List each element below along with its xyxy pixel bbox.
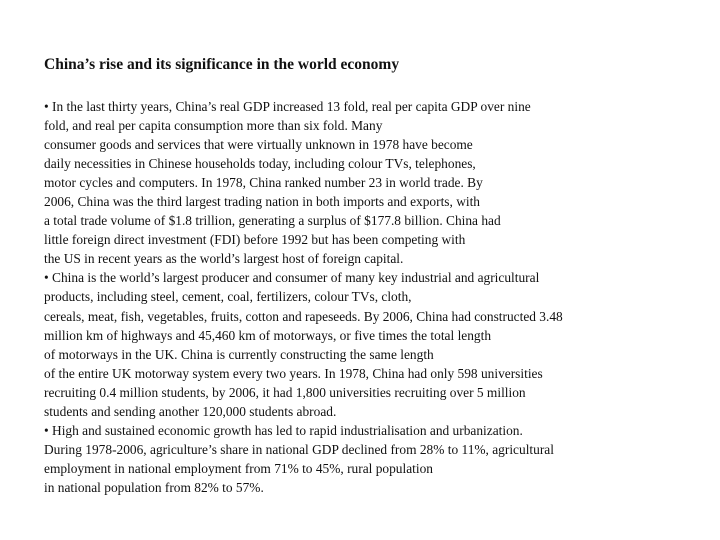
body-line: daily necessities in Chinese households today, including colour TVs, telephones, bbox=[44, 156, 476, 172]
body-line: million km of highways and 45,460 km of motorways, or five times the total length bbox=[44, 327, 492, 343]
body-line: motor cycles and computers. In 1978, China ranked number 23 in world trade. By bbox=[44, 175, 483, 191]
body-line: consumer goods and services that were virtually unknown in 1978 have become bbox=[44, 137, 473, 153]
body-line: • In the last thirty years, China’s real GDP increased 13 fold, real per capita GDP over nine bbox=[44, 99, 531, 114]
slide-title: China’s rise and its significance in the world economy bbox=[44, 56, 400, 73]
body-line: of motorways in the UK. China is currently constructing the same length bbox=[44, 346, 434, 362]
body-line: • High and sustained economic growth has led to rapid industrialisation and urbanization. bbox=[44, 422, 523, 438]
body-line: of the entire UK motorway system every two years. In 1978, China had only 598 universities bbox=[44, 365, 543, 381]
body-line: little foreign direct investment (FDI) before 1992 but has been competing with bbox=[44, 232, 466, 248]
body-line: a total trade volume of $1.8 trillion, generating a surplus of $177.8 billion. China had bbox=[44, 213, 501, 229]
body-line: in national population from 82% to 57%. bbox=[44, 479, 264, 495]
body-line: products, including steel, cement, coal, fertilizers, colour TVs, cloth, bbox=[44, 289, 412, 305]
body-line: recruiting 0.4 million students, by 2006, it had 1,800 universities recruiting over 5 million bbox=[44, 384, 526, 400]
body-line: employment in national employment from 71% to 45%, rural population bbox=[44, 460, 433, 476]
body-line: fold, and real per capita consumption more than six fold. Many bbox=[44, 118, 383, 134]
body-line: • China is the world’s largest producer and consumer of many key industrial and agricultural bbox=[44, 270, 540, 286]
body-line: cereals, meat, fish, vegetables, fruits, cotton and rapeseeds. By 2006, China had constructed 3.48 bbox=[44, 308, 563, 324]
slide-body bbox=[44, 97, 704, 497]
body-line: the US in recent years as the world’s largest host of foreign capital. bbox=[44, 251, 404, 267]
body-line: 2006, China was the third largest trading nation in both imports and exports, with bbox=[44, 194, 481, 210]
body-line: students and sending another 120,000 students abroad. bbox=[44, 403, 337, 419]
body-line: During 1978-2006, agriculture’s share in national GDP declined from 28% to 11%, agricultural bbox=[44, 441, 554, 457]
